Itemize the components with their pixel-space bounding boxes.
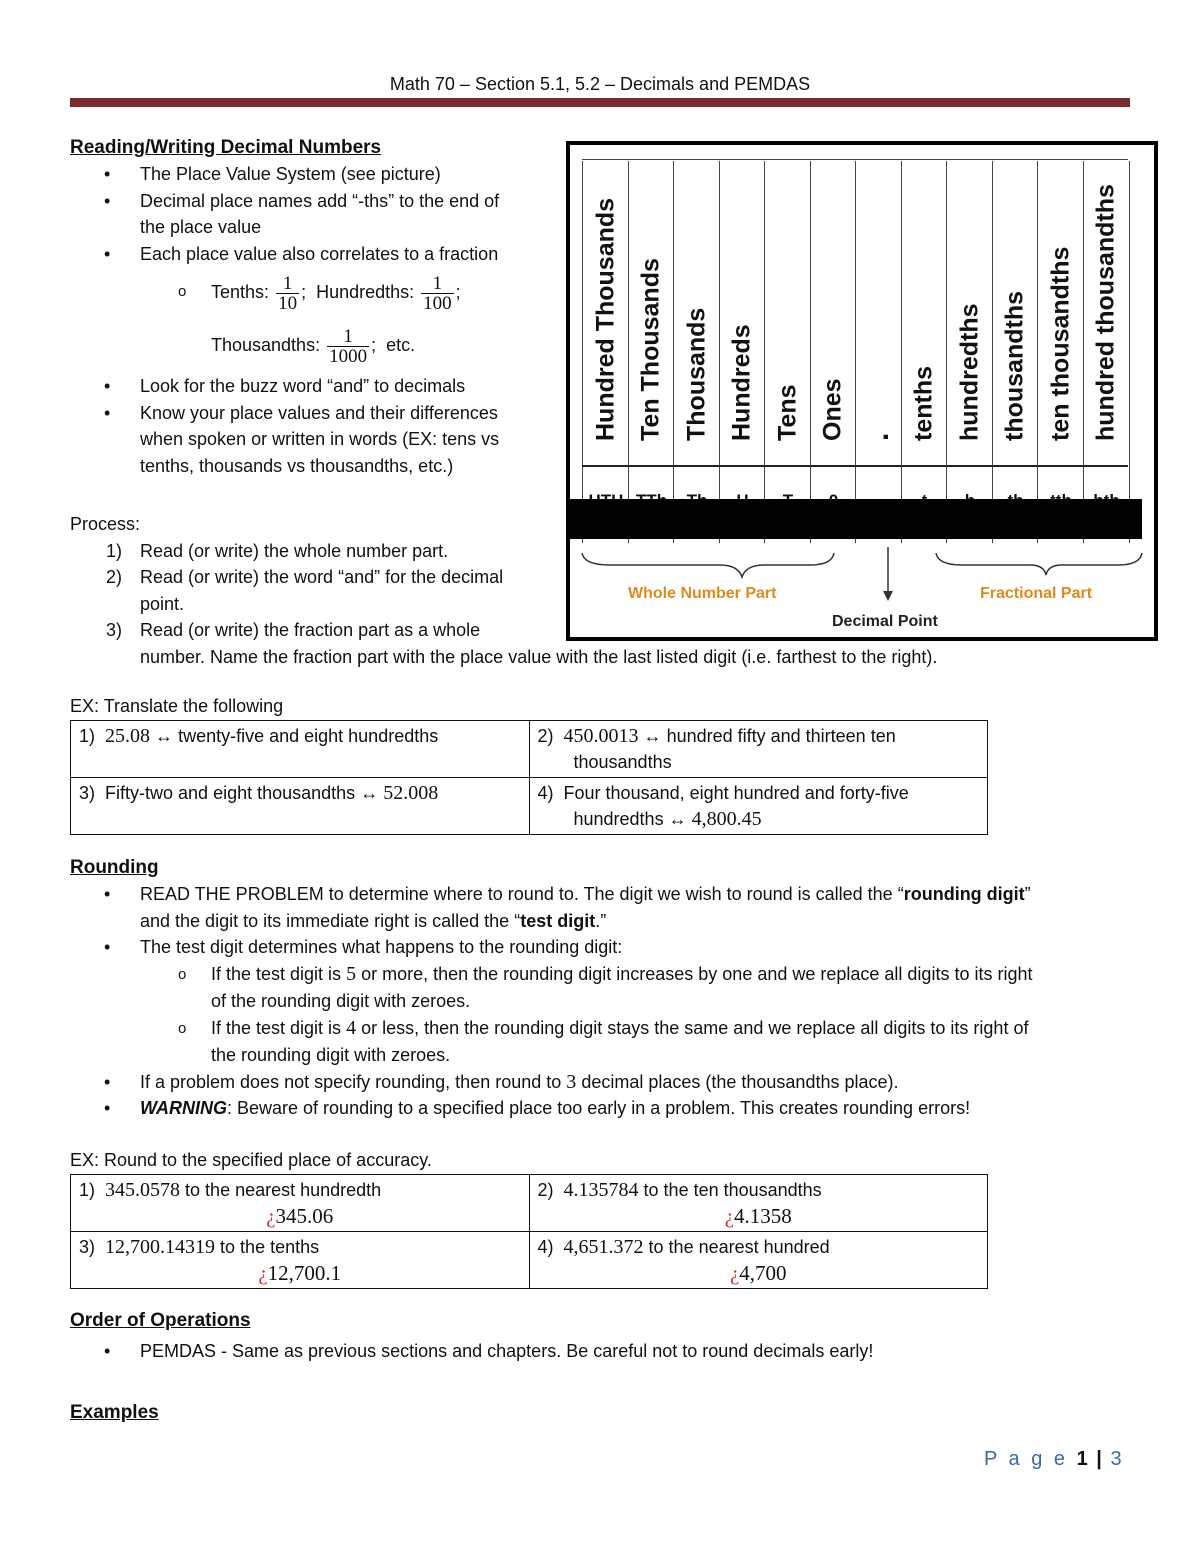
- reading-bullet-4: • Look for the buzz word “and” to decimals: [70, 373, 560, 400]
- translate-cell-4: [529, 778, 988, 835]
- text: of the rounding digit with zeroes.: [211, 990, 471, 1011]
- order-section: [70, 1310, 1150, 1365]
- word-form: Four thousand, eight hundred and forty-five: [563, 783, 909, 803]
- whole-number-part-label: Whole Number Part: [628, 585, 777, 602]
- answer-value: 4.1358: [734, 1204, 792, 1228]
- bullet-2-line-2: the place value: [140, 217, 262, 237]
- answer-value: 4,700: [739, 1261, 787, 1285]
- round-cell-4: [529, 1232, 988, 1289]
- frac-num: 1: [432, 272, 443, 294]
- step-number: 3): [106, 620, 123, 640]
- examples-heading: Examples: [70, 1402, 159, 1423]
- examples-section: [70, 1402, 159, 1424]
- decimal-number: 25.08: [105, 725, 151, 747]
- translate-cell-1: [71, 721, 530, 778]
- digit-value: 4: [346, 1016, 357, 1039]
- place-column-name: Ten Thousands: [636, 258, 665, 441]
- reading-bullet-5: [70, 400, 560, 480]
- word-form-cont: thousandths: [573, 752, 672, 772]
- step-number: 2): [106, 567, 123, 587]
- answer-value: 345.06: [275, 1204, 334, 1228]
- table-row: [71, 721, 988, 778]
- round-cell-2: [529, 1175, 988, 1232]
- place-column-name: Hundred Thousands: [591, 197, 620, 441]
- instruction: to the tenths: [220, 1237, 320, 1257]
- place-column-name: Ones: [818, 378, 847, 441]
- reading-bullet-1: • The Place Value System (see picture): [70, 161, 560, 188]
- frac-num: 1: [343, 325, 353, 347]
- fractional-part-label: Fractional Part: [980, 585, 1093, 602]
- text: the rounding digit with zeroes.: [211, 1044, 451, 1065]
- text: .”: [595, 910, 607, 931]
- round-cell-1: [71, 1175, 530, 1232]
- rounding-digit-term: rounding digit: [903, 884, 1025, 904]
- rounding-bullet-1: [70, 881, 1150, 934]
- page-number: 1: [1076, 1448, 1088, 1470]
- reading-bullet-2: [70, 188, 560, 241]
- decimal-number: 345.0578: [105, 1179, 181, 1201]
- bullet-5-line-3: tenths, thousands vs thousandths, etc.): [140, 455, 454, 476]
- rounding-bullet-4: [70, 1095, 1150, 1122]
- fraction-line-2: [70, 317, 560, 373]
- frac-den: 10: [278, 292, 298, 314]
- rounding-section: [70, 857, 1150, 1122]
- item-number: 3): [79, 1237, 96, 1257]
- step-text: Read (or write) the fraction part as a whole: [140, 620, 481, 640]
- etc-text: etc.: [386, 335, 416, 355]
- fraction-line-1: [70, 267, 560, 317]
- rounding-sub-2: [70, 1015, 1150, 1069]
- item-number: 3): [79, 783, 96, 803]
- frac-den: 100: [423, 292, 452, 314]
- place-column-name: Thousands: [682, 307, 711, 441]
- decimal-number: 4,651.372: [563, 1236, 644, 1258]
- rounding-bullet-3: [70, 1069, 1150, 1096]
- reading-heading: Reading/Writing Decimal Numbers: [70, 137, 382, 158]
- order-heading: Order of Operations: [70, 1310, 251, 1331]
- answer: [79, 1203, 521, 1229]
- header-rule: [70, 98, 1130, 107]
- tenths-label: Tenths:: [211, 282, 270, 302]
- decimal-number: 450.0013: [563, 725, 639, 747]
- digit-value: 3: [566, 1070, 577, 1093]
- rounding-sub-1: [70, 961, 1150, 1015]
- instruction: to the nearest hundredth: [185, 1180, 382, 1200]
- double-arrow-icon: ↔: [360, 783, 379, 803]
- double-arrow-icon: ↔: [643, 726, 662, 746]
- answer: [538, 1203, 980, 1229]
- text: If the test digit is: [211, 1017, 342, 1038]
- bullet-5-line-1: Know your place values and their differences: [140, 402, 498, 423]
- chart-braces: [570, 145, 1154, 637]
- text: If a problem does not specify rounding, then round to: [140, 1071, 562, 1092]
- step-text-cont: number. Name the fraction part with the place value with the last listed digit (i.e. farthest to the right).: [140, 646, 938, 667]
- instruction: to the nearest hundred: [648, 1237, 830, 1257]
- place-column-name: Tens: [773, 384, 802, 441]
- bullet-2-line-1: Decimal place names add “-ths” to the end of: [140, 190, 500, 211]
- test-digit-term: test digit: [520, 910, 596, 931]
- word-form: hundred fifty and thirteen ten: [666, 726, 896, 746]
- hundredths-label: Hundredths:: [316, 282, 415, 302]
- item-number: 4): [537, 783, 554, 803]
- place-value-chart: [566, 141, 1158, 641]
- fraction-thousandths: [327, 327, 369, 366]
- text: : Beware of rounding to a specified place too early in a problem. This creates rounding errors!: [227, 1098, 971, 1118]
- item-number: 1): [79, 726, 96, 746]
- fraction-tenths: [276, 274, 299, 313]
- page-footer: [984, 1448, 1125, 1471]
- page-word: P a g e: [984, 1448, 1069, 1470]
- rounding-table: [70, 1174, 988, 1289]
- place-column-name: ten thousandths: [1046, 246, 1075, 441]
- step-number: 1): [106, 540, 123, 561]
- text: or less, then the rounding digit stays the same and we replace all digits to its right of: [361, 1017, 1029, 1038]
- word-form: Fifty-two and eight thousandths: [105, 783, 356, 803]
- text: READ THE PROBLEM to determine where to round to. The digit we wish to round is called the “: [140, 884, 904, 904]
- table-row: [71, 1175, 988, 1232]
- text: If the test digit is: [211, 963, 342, 984]
- process-label: Process:: [70, 514, 141, 534]
- table-row: [71, 778, 988, 835]
- place-column-name: Hundreds: [727, 324, 756, 441]
- word-form-cont: hundredths: [573, 809, 664, 829]
- text: and the digit to its immediate right is called the “: [140, 910, 521, 931]
- decimal-point-label: Decimal Point: [832, 613, 938, 630]
- decimal-number: 52.008: [383, 782, 439, 804]
- answer: [538, 1260, 980, 1286]
- item-number: 1): [79, 1180, 96, 1200]
- round-example-label: EX: Round to the specified place of accuracy.: [70, 1150, 432, 1170]
- instruction: to the ten thousandths: [643, 1180, 822, 1200]
- answer-value: 12,700.1: [267, 1261, 342, 1285]
- page-total: 3: [1110, 1448, 1125, 1470]
- order-bullet-1: • PEMDAS - Same as previous sections and chapters. Be careful not to round decimals early!: [70, 1338, 1150, 1365]
- inverted-question-icon: ¿: [258, 1261, 268, 1285]
- rounding-bullet-2: • The test digit determines what happens to the rounding digit:: [70, 934, 1150, 961]
- text: or more, then the rounding digit increases by one and we replace all digits to its right: [361, 963, 1033, 984]
- translate-cell-3: [71, 778, 530, 835]
- semicolon: ;: [455, 282, 461, 302]
- inverted-question-icon: ¿: [729, 1261, 740, 1285]
- text: ”: [1024, 884, 1031, 904]
- warning-label: WARNING: [140, 1098, 227, 1118]
- translate-cell-2: [529, 721, 988, 778]
- decimal-number: 4,800.45: [691, 808, 762, 830]
- page-separator: |: [1096, 1448, 1102, 1470]
- thousandths-label: Thousandths:: [211, 335, 321, 355]
- double-arrow-icon: ↔: [155, 726, 174, 746]
- rounding-heading: Rounding: [70, 857, 159, 878]
- item-number: 2): [537, 1180, 554, 1200]
- semicolon: ;: [301, 282, 307, 302]
- table-row: [71, 1232, 988, 1289]
- text: decimal places (the thousandths place).: [581, 1071, 899, 1092]
- double-arrow-icon: ↔: [668, 809, 687, 829]
- reading-section: [70, 137, 560, 479]
- fraction-hundredths: [421, 274, 454, 313]
- digit-value: 5: [346, 962, 357, 985]
- round-cell-3: [71, 1232, 530, 1289]
- semicolon: ;: [371, 335, 377, 355]
- inverted-question-icon: ¿: [266, 1204, 276, 1228]
- step-text-cont: point.: [140, 593, 185, 614]
- place-column-name: thousandths: [1000, 291, 1029, 441]
- step-text: Read (or write) the whole number part.: [140, 540, 449, 561]
- decimal-number: 12,700.14319: [105, 1236, 216, 1258]
- word-form: twenty-five and eight hundredths: [178, 726, 439, 746]
- bullet-5-line-2: when spoken or written in words (EX: tens vs: [140, 429, 500, 449]
- item-number: 2): [537, 726, 554, 746]
- frac-den: 1000: [329, 345, 368, 367]
- inverted-question-icon: ¿: [724, 1204, 735, 1228]
- place-column-name: .: [861, 432, 895, 441]
- decimal-number: 4.135784: [563, 1179, 639, 1201]
- place-column-name: tenths: [909, 366, 938, 441]
- place-column-name: hundred thousandths: [1091, 184, 1120, 441]
- reading-bullet-3: • Each place value also correlates to a fraction: [70, 241, 560, 268]
- page-header-title: Math 70 – Section 5.1, 5.2 – Decimals and PEMDAS: [389, 74, 811, 94]
- step-text: Read (or write) the word “and” for the decimal: [140, 567, 504, 587]
- answer: [79, 1260, 521, 1286]
- frac-num: 1: [282, 272, 293, 294]
- translate-table: [70, 720, 988, 835]
- place-column-name: hundredths: [955, 303, 984, 441]
- translate-label: EX: Translate the following: [70, 696, 284, 716]
- item-number: 4): [537, 1237, 554, 1257]
